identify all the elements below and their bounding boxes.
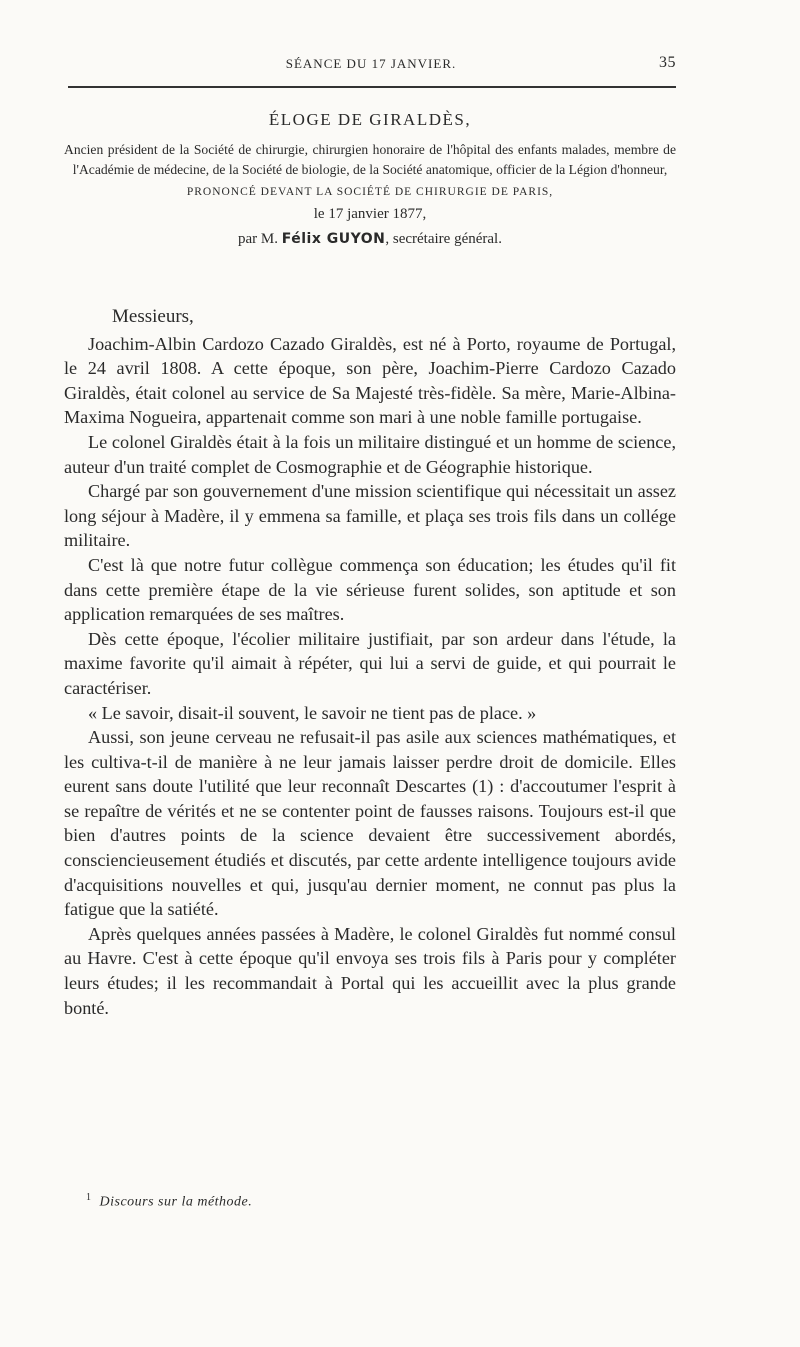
author-name: Félix GUYON [281, 231, 386, 247]
paragraph: Aussi, son jeune cerveau ne refusait-il pas asile aux sciences mathématiques, et les cultiva-t-il de manière à ne leur jamais laisser perdre droit de domicile. Elles eurent sans doute l'utilité que leur reconnaît Descartes (1) : d'accoutumer l'esprit à se repaître de vérités et ne se contenter point de fausses raisons. Toujours est-il que bien d'autres points de la science devaient être successivement abordés, consciencieusement étudiés et discutés, par cette ardente intelligence toujours avide d'acquisitions nouvelles et qui, jusqu'au dernier moment, ne connut pas plus la fatigue que la satiété. [64, 727, 676, 920]
paragraph: Chargé par son gouvernement d'une mission scientifique qui nécessitait un assez long séjour à Madère, il y emmena sa famille, et plaça ses trois fils dans un collége militaire. [64, 481, 676, 551]
footnote [86, 1192, 666, 1211]
salutation: Messieurs, [112, 306, 194, 327]
eloge-heading [64, 110, 676, 248]
paragraph: Joachim-Albin Cardozo Cazado Giraldès, est né à Porto, royaume de Portugal, le 24 avril 1808. A cette époque, son père, Joachim-Pierre Cardozo Cazado Giraldès, était colonel au service de Sa Majesté très-fidèle. Sa mère, Marie-Albina-Maxima Nogueira, appartenait comme son mari à une noble famille portugaise. [64, 333, 676, 428]
page-number: 35 [659, 54, 676, 71]
paragraph: Dès cette époque, l'écolier militaire justifiait, par son ardeur dans l'étude, la maxime favorite qu'il aimait à répéter, qui lui a servi de guide, et qui pourrait le caractériser. [64, 628, 676, 698]
author-prefix: par M. [238, 231, 279, 247]
author-suffix: , secrétaire général. [385, 231, 502, 247]
body-text [64, 305, 676, 1020]
paragraph: Le colonel Giraldès était à la fois un militaire distingué et un homme de science, auteur d'un traité complet de Cosmographie et de Géographie historique. [64, 431, 676, 477]
footnote-mark: 1 [86, 1192, 92, 1203]
paragraph: C'est là que notre futur collègue commença son éducation; les études qu'il fit dans cette première étape de la vie sérieuse furent solides, son aptitude et son application remarquées de ses maîtres. [64, 554, 676, 625]
header-rule [68, 86, 676, 88]
eloge-title: ÉLOGE DE GIRALDÈS, [268, 110, 472, 129]
running-title: SÉANCE DU 17 JANVIER. [285, 56, 457, 71]
quote-paragraph: « Le savoir, disait-il souvent, le savoir ne tient pas de place. » [88, 702, 537, 723]
eloge-subtitle: Ancien président de la Société de chirurgie, chirurgien honoraire de l'hôpital des enfants malades, membre de l'Académie de médecine, de la Société de biologie, de la Société anatomique, officier de la Légion d'honneur, [64, 142, 676, 177]
date-line: le 17 janvier 1877, [313, 206, 427, 222]
paragraph: Après quelques années passées à Madère, le colonel Giraldès fut nommé consul au Havre. C'est à cette époque qu'il envoya ses trois fils à Paris pour y compléter leurs études; il les recommandait à Portal qui les accueillit avec la plus grande bonté. [64, 923, 676, 1018]
footnote-text: Discours sur la méthode. [99, 1194, 253, 1210]
author-line [64, 231, 676, 248]
running-header [66, 52, 676, 76]
pronounced-line: PRONONCÉ DEVANT LA SOCIÉTÉ DE CHIRURGIE DE PARIS, [186, 186, 554, 198]
